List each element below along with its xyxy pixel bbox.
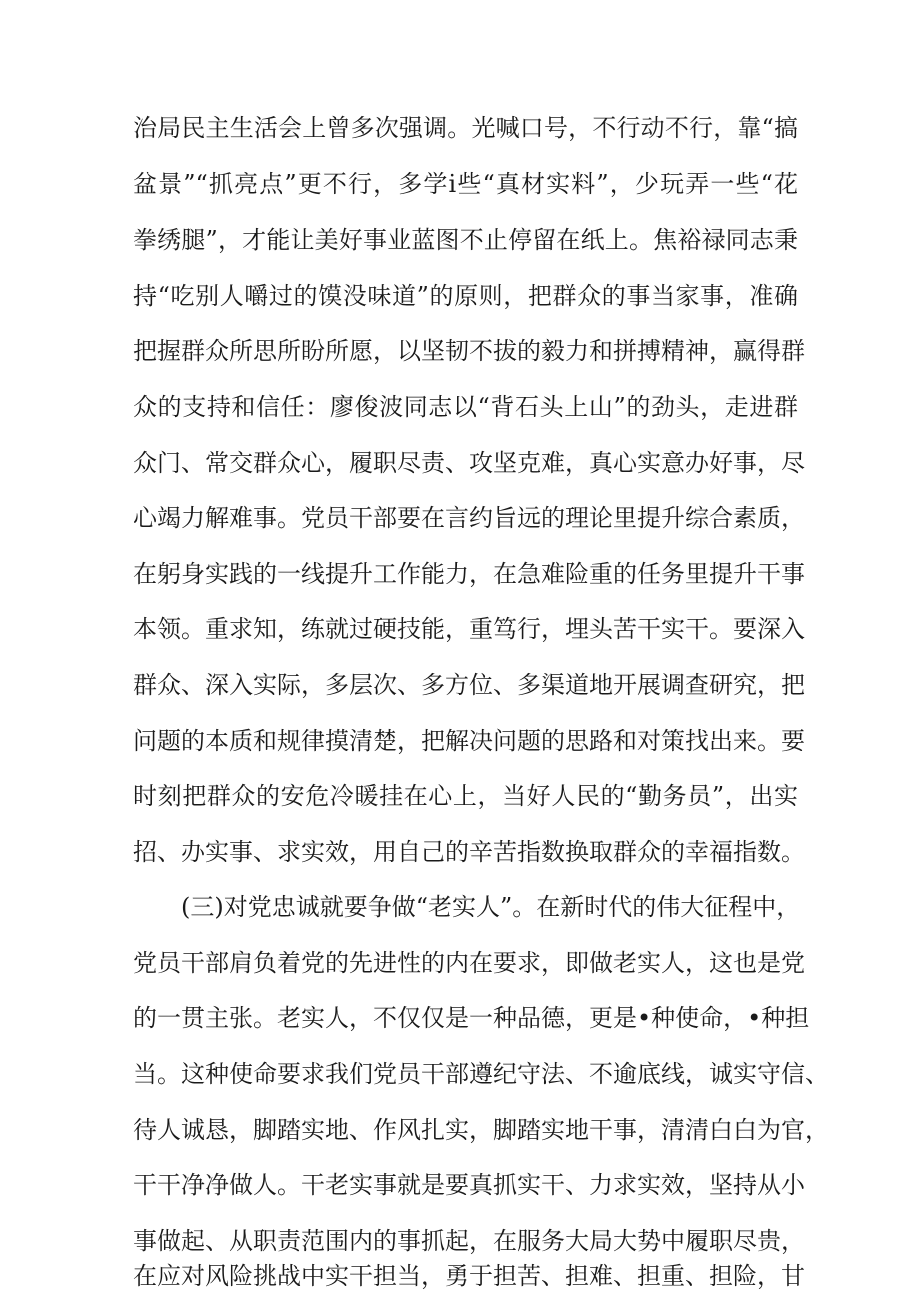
paragraph-line: 当。这种使命要求我们党员干部遵纪守法、不逾底线，诚实守信、 (133, 1060, 829, 1088)
paragraph-line: 群众、深入实际，多层次、多方位、多渠道地开展调查研究，把 (133, 671, 805, 699)
paragraph-line: 治局民主生活会上曾多次强调。光喊口号，不行动不行，靠“搞 (133, 114, 798, 142)
paragraph-line: 招、办实事、求实效，用自己的辛苦指数换取群众的幸福指数。 (133, 838, 805, 866)
paragraph-line: 把握群众所思所盼所愿，以坚韧不拔的毅力和拼搏精神，赢得群 (133, 337, 805, 365)
paragraph-line: 干干净净做人。干老实事就是要真抓实干、力求实效，坚持从小 (133, 1171, 805, 1199)
paragraph-line: 心竭力解难事。党员干部要在言约旨远的理论里提升综合素质， (133, 504, 805, 532)
paragraph-line: 问题的本质和规律摸清楚，把解决问题的思路和对策找出来。要 (133, 727, 805, 755)
paragraph-line: 拳绣腿”，才能让美好事业蓝图不止停留在纸上。焦裕禄同志秉 (133, 226, 798, 254)
paragraph-line: 在应对风险挑战中实干担当，勇于担苦、担难、担重、担险，甘 (133, 1262, 805, 1290)
paragraph-line: 时刻把群众的安危冷暖挂在心上，当好人民的“勤务员”，出实 (133, 782, 798, 810)
paragraph-line: 众门、常交群众心，履职尽责、攻坚克难，真心实意办好事，尽 (133, 449, 805, 477)
section-heading-line: (三)对党忠诚就要争做“老实人”。在新时代的伟大征程中， (181, 893, 801, 921)
paragraph-line: 众的支持和信任：廖俊波同志以“背石头上山”的劲头，走进群 (133, 393, 798, 421)
paragraph-line: 事做起、从职责范围内的事抓起，在服务大局大势中履职尽贵， (133, 1227, 805, 1255)
paragraph-line: 在躬身实践的一线提升工作能力，在急难险重的任务里提升干事 (133, 560, 805, 588)
paragraph-line: 持“吃别人嚼过的馍没味道”的原则，把群众的事当家事，准确 (133, 282, 798, 310)
paragraph-line: 待人诚恳，脚踏实地、作风扎实，脚踏实地干事，清清白白为官， (133, 1116, 829, 1144)
paragraph-line: 本领。重求知，练就过硬技能，重笃行，埋头苦干实干。要深入 (133, 615, 805, 643)
paragraph-line: 的一贯主张。老实人，不仅仅是一种品德，更是•种使命，•种担 (133, 1004, 810, 1032)
paragraph-line: 党员干部肩负着党的先进性的内在要求，即做老实人，这也是党 (133, 949, 805, 977)
paragraph-line: 盆景”“抓亮点”更不行，多学i些“真材实料”，少玩弄一些“花 (133, 170, 798, 198)
